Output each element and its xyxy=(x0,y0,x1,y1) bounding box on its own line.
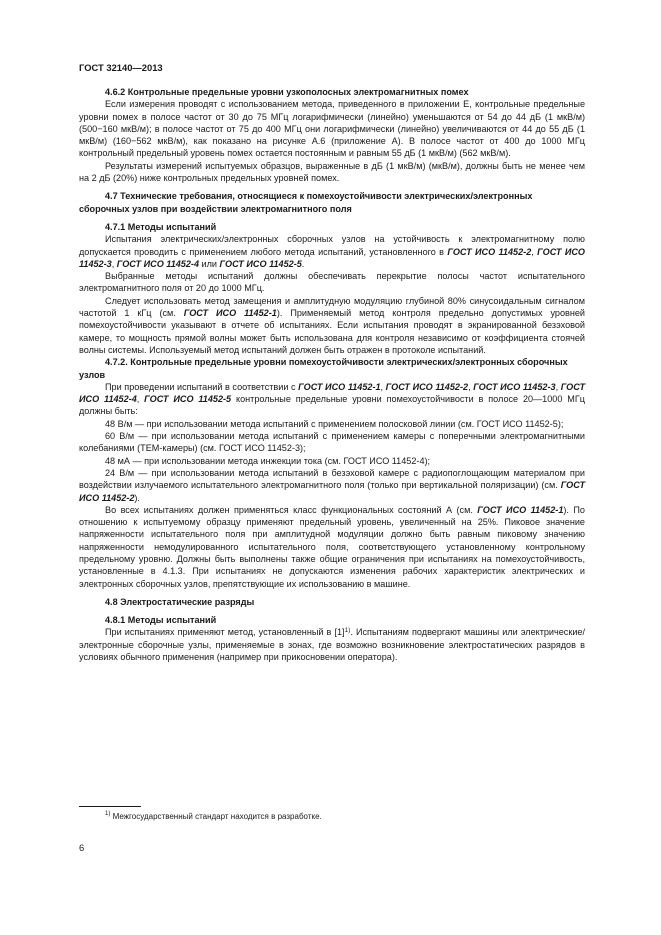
standard-reference: ГОСТ ИСО 11452-4 xyxy=(79,381,586,405)
limit-item-stripline: 48 В/м — при использовании метода испытаний с применением полосковой линии (см. ГОСТ ИСО 11452-5); xyxy=(105,418,564,429)
section-4-7-1-paragraph-3: Следует использовать метод замещения и амплитудную модуляцию глубиной 80% синусоидальным сигналом частотой 1 кГц (см. ГОСТ ИСО 11452-1). Применяемый метод контроля предельно допустимых уровней помехоустойчивости указывают в отчете об испытаниях. Если испытания проводят в экранированной безэховой камере, то мощность прямой волны может быть использована для контроля независимо от коэффициента стоячей волны системы. Используемый метод испытаний должен быть отражен в протоколе испытаний. xyxy=(79,295,586,355)
standard-reference: ГОСТ ИСО 11452-1 xyxy=(298,381,381,392)
standard-reference: ГОСТ ИСО 11452-3 xyxy=(79,246,585,269)
section-4-6-2-paragraph-1: Если измерения проводят с использованием метода, приведенного в приложении Е, контрольные предельные уровни помех в полосе частот от 30 до 75 МГц логарифмически (линейно) уменьшаются от 54 до 44 дБ (1 мкВ/м) (500−160 мкВ/м); в полосе частот от 75 до 400 МГц они логарифмически (линейно) увеличиваются от 44 до 55 дБ (1 мкВ/м) (160−562 мкВ/м), как показано на рисунке А.6 (приложение А). В полосе частот от 400 до 1000 МГц контрольный предельный уровень помех остается постоянным и равным 55 дБ (1 мкВ/м) (562 мкВ/м). xyxy=(79,99,585,159)
footnote-reference: 1) xyxy=(344,627,351,635)
section-4-7-2-title: 4.7.2. Контрольные предельные уровни помехоустойчивости электрических/электронных сборочных узлов xyxy=(79,357,568,380)
limit-item-tem-cell: 60 В/м — при использовании метода испытаний с применением камеры с поперечными электромагнитными колебаниями (ТЕМ-камеры) (см. ГОСТ ИСО 11452-3); xyxy=(79,431,585,454)
section-4-7-1-paragraph-2: Выбранные методы испытаний должны обеспечивать перекрытие полосы частот испытательного электромагнитного поля от 20 до 1000 МГц. xyxy=(79,271,585,294)
page-number: 6 xyxy=(79,842,85,853)
standard-reference: ГОСТ ИСО 11452-2 xyxy=(447,246,532,257)
section-4-8-1-paragraph-1: При испытаниях применяют метод, установленный в $[1]^{1)}$. Испытаниям подвергают машины или электрические/электронные сборочные узлы, применяемые в зонах, где возможно возникновение электростатических разрядов в условиях обычного применения (например при прикосновении оператора). xyxy=(79,627,585,663)
section-4-6-2-title: 4.6.2 Контрольные предельные уровни узкополосных электромагнитных помех xyxy=(105,87,469,97)
standard-reference: ГОСТ ИСО 11452-5 xyxy=(219,258,302,269)
section-4-7-2-paragraph-2: Во всех испытаниях должен применяться класс функциональных состояний А (см. ГОСТ ИСО 11452-1). По отношению к испытуемому образцу применяют предельный уровень, увеличенный на 25%. Пиковое значение напряженности испытательного поля при амплитудной модуляции должно быть равным пиковому значению напряженности немодулированного испытательного поля, соответствующего установленному контрольному предельному уровню. Должны быть выполнены также общие ограничения при испытаниях на помехоустойчивость, установленные в 4.1.3. При испытаниях не допускаются изменения рабочих характеристик электрических и электронных сборочных узлов, препятствующие их использованию в машине. xyxy=(79,504,585,589)
section-4-7-2-paragraph-1: При проведении испытаний в соответствии с ГОСТ ИСО 11452-1, ГОСТ ИСО 11452-2, ГОСТ ИСО 11452-3, ГОСТ ИСО 11452-4, ГОСТ ИСО 11452-5 контрольные предельные уровни помехоустойчивости в полосе 20—1000 МГц должны быть: xyxy=(79,381,586,417)
standard-reference: ГОСТ ИСО 11452-1 xyxy=(183,308,277,319)
section-4-8-title: 4.8 Электростатические разряды xyxy=(105,596,255,607)
limit-item-anechoic-chamber: 24 В/м — при использовании метода испытаний в безэховой камере с радиопоглощающим материалом при воздействии излучаемого испытательного электромагнитного поля (только при вертикальной поляризации) (см. ГОСТ ИСО 11452-2). xyxy=(79,467,585,503)
standard-reference: ГОСТ ИСО 11452-5 xyxy=(144,394,232,405)
section-4-7-title: 4.7 Технические требования, относящиеся к помехоустойчивости электрических/электронных сборочных узлов при воздействии электромагнитного поля xyxy=(79,191,533,214)
document-body xyxy=(79,86,585,663)
section-4-7-1-paragraph-1: Испытания электрических/электронных сборочных узлов на устойчивость к электромагнитному полю допускается проводить с применением любого метода испытаний, установленного в ГОСТ ИСО 11452-2, ГОСТ ИСО 11452-3, ГОСТ ИСО 11452-4 или ГОСТ ИСО 11452-5. xyxy=(79,234,585,269)
section-4-6-2-paragraph-2: Результаты измерений испытуемых образцов, выраженные в дБ (1 мкВ/м) (мкВ/м), должны быть не менее чем на 2 дБ (20%) ниже контрольных предельных уровней помех. xyxy=(79,160,585,184)
standard-reference: ГОСТ ИСО 11452-2 xyxy=(79,480,585,503)
footnote: $^{1)}$ Межгосударственный стандарт находится в разработке. xyxy=(105,811,322,821)
standard-reference: ГОСТ ИСО 11452-4 xyxy=(116,258,200,269)
footnote-separator xyxy=(79,806,141,807)
section-4-7-1-title: 4.7.1 Методы испытаний xyxy=(105,221,217,232)
standard-reference: ГОСТ ИСО 11452-3 xyxy=(473,381,556,392)
document-header: ГОСТ 32140—2013 xyxy=(79,62,163,73)
standard-reference: ГОСТ ИСО 11452-2 xyxy=(385,381,469,392)
section-4-8-1-title: 4.8.1 Методы испытаний xyxy=(105,615,217,626)
limit-item-current-injection: 48 мА — при использовании метода инжекции тока (см. ГОСТ ИСО 11452-4); xyxy=(105,455,431,466)
standard-reference: ГОСТ ИСО 11452-1 xyxy=(477,504,564,515)
